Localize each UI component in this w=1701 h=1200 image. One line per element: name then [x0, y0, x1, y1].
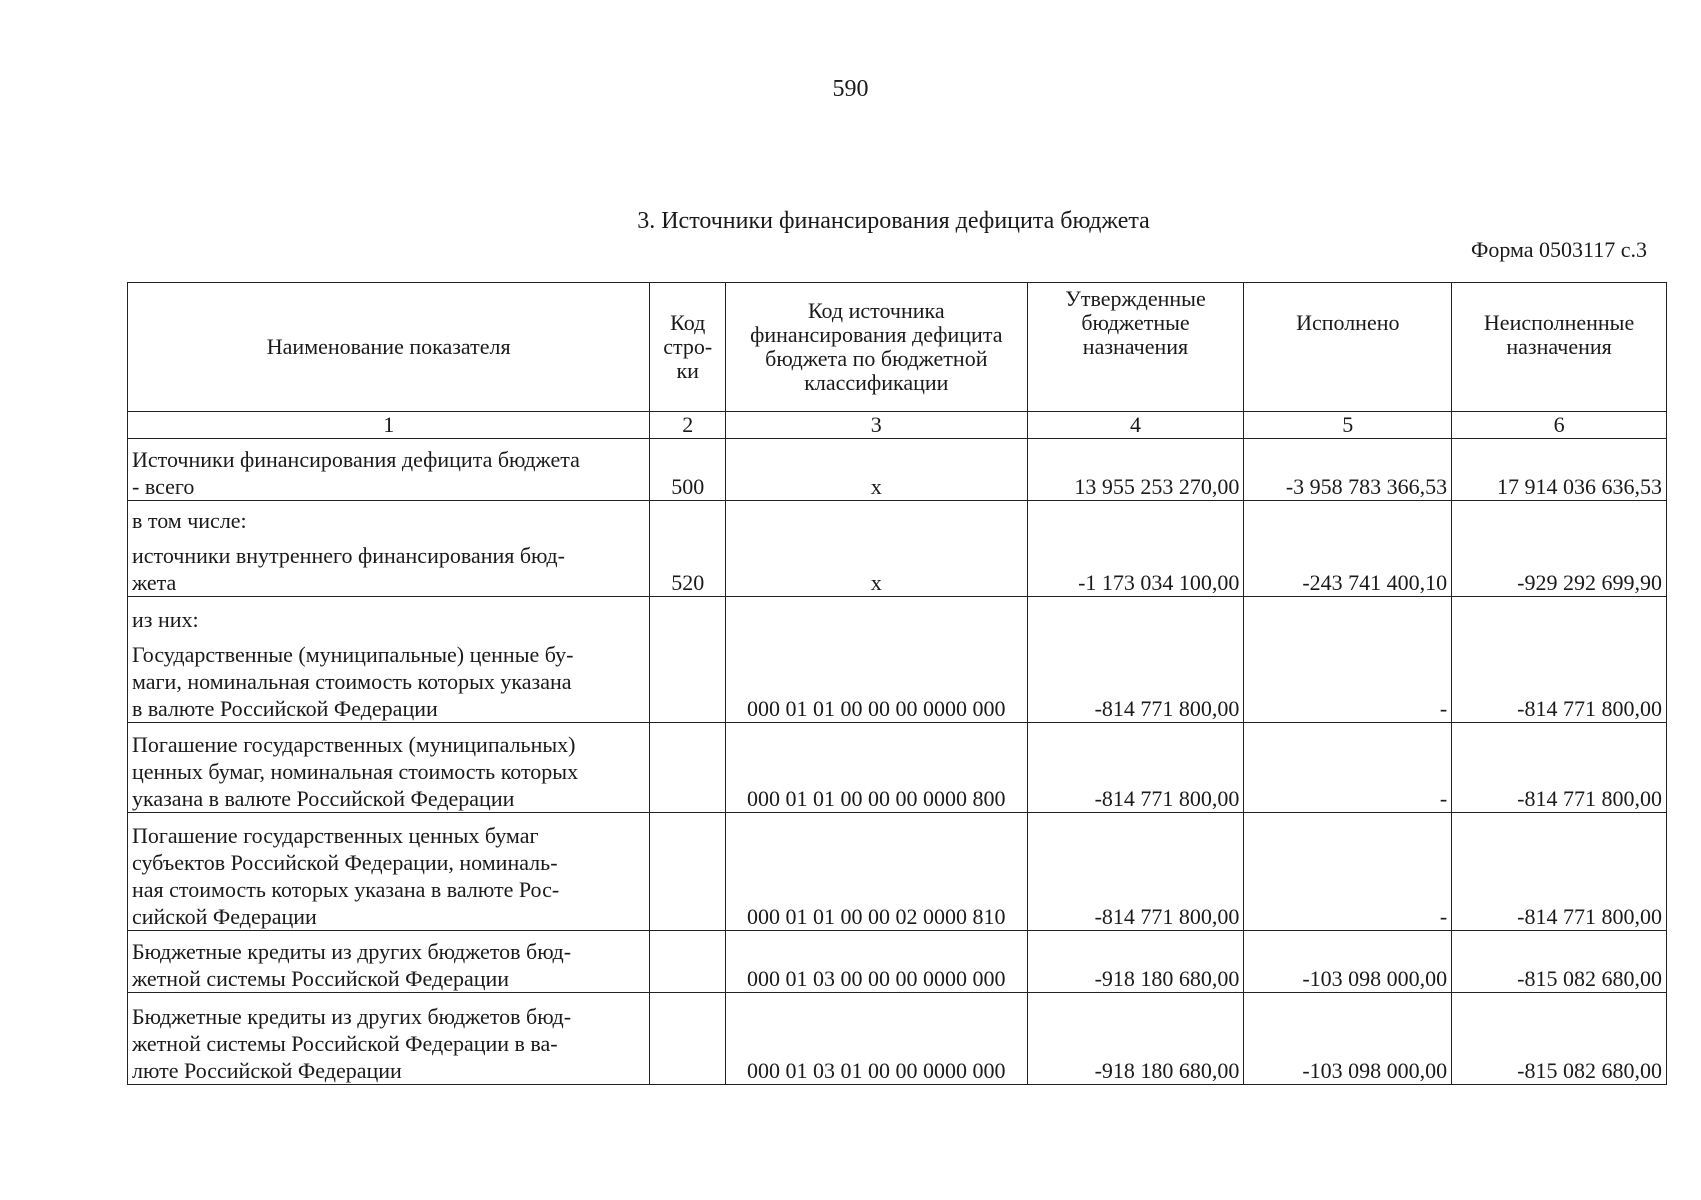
column-header-executed: Исполнено — [1244, 283, 1452, 412]
column-header-unexecuted: Неисполненные назначения — [1452, 283, 1667, 412]
column-number: 1 — [128, 412, 650, 439]
row-unexecuted: 17 914 036 636,53 — [1452, 439, 1667, 501]
column-number: 3 — [726, 412, 1028, 439]
column-number: 6 — [1452, 412, 1667, 439]
table-row — [128, 993, 1667, 1085]
row-approved: -814 771 800,00 — [1027, 723, 1244, 813]
row-name: из них: Государственные (муниципальные) ценные бу- маги, номинальная стоимость которых указана в валюте Российской Федерации — [128, 597, 650, 723]
section-title: 3. Источники финансирования дефицита бюджета — [637, 208, 1150, 234]
row-unexecuted: -814 771 800,00 — [1452, 813, 1667, 931]
row-source-code: 000 01 01 00 00 00 0000 800 — [726, 723, 1028, 813]
row-unexecuted: -814 771 800,00 — [1452, 723, 1667, 813]
column-number: 5 — [1244, 412, 1452, 439]
row-approved: -918 180 680,00 — [1027, 993, 1244, 1085]
row-approved: -814 771 800,00 — [1027, 597, 1244, 723]
row-source-code: x — [726, 439, 1028, 501]
row-unexecuted: -815 082 680,00 — [1452, 931, 1667, 993]
row-line-code: 500 — [650, 439, 726, 501]
row-name: Бюджетные кредиты из других бюджетов бюд- жетной системы Российской Федерации — [128, 931, 650, 993]
row-name: Бюджетные кредиты из других бюджетов бюд- жетной системы Российской Федерации в ва- люте Российской Федерации — [128, 993, 650, 1085]
row-approved: 13 955 253 270,00 — [1027, 439, 1244, 501]
row-source-code: 000 01 03 00 00 00 0000 000 — [726, 931, 1028, 993]
row-source-code: 000 01 03 01 00 00 0000 000 — [726, 993, 1028, 1085]
column-number: 2 — [650, 412, 726, 439]
row-unexecuted: -815 082 680,00 — [1452, 993, 1667, 1085]
row-name: Источники финансирования дефицита бюджета - всего — [128, 439, 650, 501]
row-approved: -1 173 034 100,00 — [1027, 501, 1244, 597]
row-line-code: 520 — [650, 501, 726, 597]
row-line-code — [650, 813, 726, 931]
row-executed: -103 098 000,00 — [1244, 993, 1452, 1085]
row-line-code — [650, 931, 726, 993]
row-executed: -3 958 783 366,53 — [1244, 439, 1452, 501]
financing-sources-table — [127, 282, 1667, 1085]
row-executed: -103 098 000,00 — [1244, 931, 1452, 993]
table-row — [128, 813, 1667, 931]
page-number: 590 — [832, 76, 869, 102]
row-approved: -814 771 800,00 — [1027, 813, 1244, 931]
row-source-code: 000 01 01 00 00 00 0000 000 — [726, 597, 1028, 723]
row-prefix: из них: — [132, 607, 199, 632]
column-header-approved: Утвержденные бюджетные назначения — [1027, 283, 1244, 412]
table-row — [128, 931, 1667, 993]
row-executed: - — [1244, 597, 1452, 723]
table-row — [128, 723, 1667, 813]
table-row — [128, 439, 1667, 501]
row-source-code: 000 01 01 00 00 02 0000 810 — [726, 813, 1028, 931]
row-source-code: x — [726, 501, 1028, 597]
row-line-code — [650, 597, 726, 723]
table-row — [128, 597, 1667, 723]
row-executed: - — [1244, 723, 1452, 813]
row-executed: - — [1244, 813, 1452, 931]
column-header-line-code: Код стро- ки — [650, 283, 726, 412]
table-header-row — [128, 283, 1667, 412]
row-line-code — [650, 993, 726, 1085]
row-prefix: в том числе: — [132, 508, 247, 533]
row-unexecuted: -814 771 800,00 — [1452, 597, 1667, 723]
column-numbers-row — [128, 412, 1667, 439]
row-name: Погашение государственных (муниципальных) ценных бумаг, номинальная стоимость которых указана в валюте Российской Федерации — [128, 723, 650, 813]
row-unexecuted: -929 292 699,90 — [1452, 501, 1667, 597]
column-header-name: Наименование показателя — [128, 283, 650, 412]
column-header-source-code: Код источника финансирования дефицита бюджета по бюджетной классификации — [726, 283, 1028, 412]
row-name: Погашение государственных ценных бумаг субъектов Российской Федерации, номиналь- ная стоимость которых указана в валюте Рос- сийской Федерации — [128, 813, 650, 931]
form-code: Форма 0503117 с.3 — [1470, 237, 1647, 262]
row-line-code — [650, 723, 726, 813]
row-executed: -243 741 400,10 — [1244, 501, 1452, 597]
row-name: в том числе: источники внутреннего финансирования бюд- жета — [128, 501, 650, 597]
row-approved: -918 180 680,00 — [1027, 931, 1244, 993]
table-row — [128, 501, 1667, 597]
column-number: 4 — [1027, 412, 1244, 439]
